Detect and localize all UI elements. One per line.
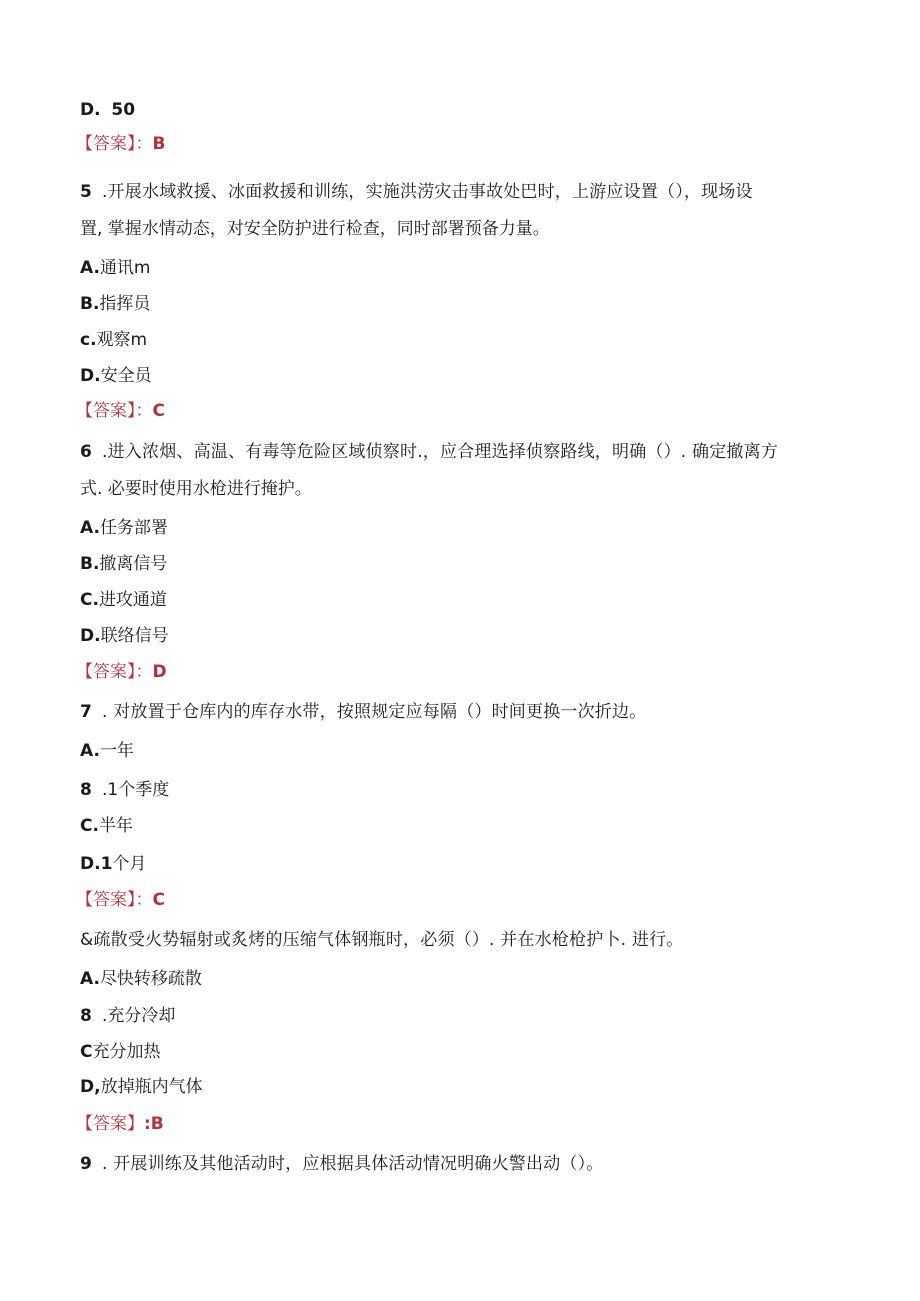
answer-line [76, 889, 165, 911]
question-number: 5 [80, 182, 92, 202]
question-text: .进入浓烟、高温、有毒等危险区域侦察时.，应合理选择侦察路线，明确（）. 确定撤离方 [102, 442, 779, 462]
option-text: 一年 [99, 741, 134, 761]
question-text: . 对放置于仓库内的库存水带，按照规定应每隔（）时间更换一次折边。 [102, 702, 647, 722]
answer-value: :B [144, 1114, 164, 1134]
option-b [80, 779, 169, 801]
option-a [80, 968, 202, 990]
option-text: 任务部署 [99, 518, 168, 538]
answer-line [76, 400, 165, 422]
option-label: D. [80, 626, 101, 646]
option-label: B. [80, 294, 100, 314]
option-d [80, 1076, 203, 1098]
question-6 [80, 441, 778, 463]
option-label: B. [80, 554, 100, 574]
option-a [80, 517, 168, 539]
option-b [80, 1005, 175, 1027]
answer-line [76, 133, 165, 155]
question-text: &疏散受火势辐射或炙烤的压缩气体钢瓶时，必须（）. 并在水枪枪护卜. 进行。 [80, 930, 684, 950]
answer-line [76, 1113, 164, 1135]
answer-bracket: 【答案】 [76, 1114, 144, 1134]
option-label: C [80, 1042, 93, 1062]
option-a [80, 740, 134, 762]
option-label: C. [80, 816, 99, 836]
option-text: 指挥员 [99, 294, 151, 314]
question-5 [80, 181, 753, 203]
answer-bracket: 【答案】： [76, 401, 153, 421]
option-text: 尽快转移疏散 [99, 969, 202, 989]
option-a [80, 257, 151, 279]
answer-value: C [152, 890, 165, 910]
option-label: A. [80, 741, 100, 761]
option-text: .1个季度 [102, 780, 170, 800]
option-label: D.1 [80, 854, 113, 874]
option-c [80, 1041, 160, 1063]
question-7 [80, 701, 646, 723]
option-label: D. [80, 366, 101, 386]
option-label: A. [80, 969, 100, 989]
option-c [80, 589, 167, 611]
option-label: A. [80, 258, 100, 278]
option-d [80, 365, 152, 387]
answer-value: D [152, 662, 167, 682]
answer-value: B [152, 134, 166, 154]
option-b [80, 293, 150, 315]
answer-bracket: 【答案】： [76, 662, 153, 682]
option-label: 8 [80, 780, 92, 800]
option-text: 个月 [112, 854, 147, 874]
option-c [80, 815, 133, 837]
question-text: 式. 必要时使用水枪进行掩护。 [80, 479, 312, 499]
option-label: D, [80, 1077, 101, 1097]
option-text: 放掉瓶内气体 [100, 1077, 203, 1097]
option-c [80, 329, 147, 351]
option-text: 充分加热 [92, 1042, 161, 1062]
answer-bracket: 【答案】： [76, 890, 153, 910]
option-label: A. [80, 518, 100, 538]
question-9 [80, 1153, 604, 1175]
question-text: . 开展训练及其他活动时，应根据具体活动情况明确火警出动（）。 [102, 1154, 604, 1174]
option-b [80, 553, 167, 575]
question-6-continued [80, 478, 312, 500]
option-text: .充分冷却 [102, 1006, 176, 1026]
option-text: 安全员 [100, 366, 152, 386]
answer-bracket: 【答案】： [76, 134, 153, 154]
question-number: 7 [80, 702, 92, 722]
answer-value: C [152, 401, 165, 421]
option-text: 通讯m [99, 258, 151, 278]
option-label: D. [80, 100, 101, 120]
question-8 [80, 929, 683, 951]
option-d [80, 853, 146, 875]
option-text: 联络信号 [100, 626, 169, 646]
option-label: C. [80, 590, 99, 610]
option-label: 8 [80, 1006, 92, 1026]
option-text: 进攻通道 [98, 590, 167, 610]
option-label: c. [80, 330, 97, 350]
option-d [80, 99, 135, 121]
question-number: 6 [80, 442, 92, 462]
option-text: 撤离信号 [99, 554, 168, 574]
answer-line [76, 661, 167, 683]
question-number: 9 [80, 1154, 92, 1174]
option-text: 观察m [96, 330, 148, 350]
question-5-continued [80, 218, 550, 240]
option-text: 半年 [98, 816, 133, 836]
option-text: 50 [111, 100, 136, 120]
question-text: .开展水域救援、冰面救援和训练，实施洪涝灾击事故处巴时，上游应设置（），现场设 [102, 182, 753, 202]
question-text: 置, 掌握水情动态，对安全防护进行检查，同时部署预备力量。 [80, 219, 550, 239]
option-d [80, 625, 169, 647]
